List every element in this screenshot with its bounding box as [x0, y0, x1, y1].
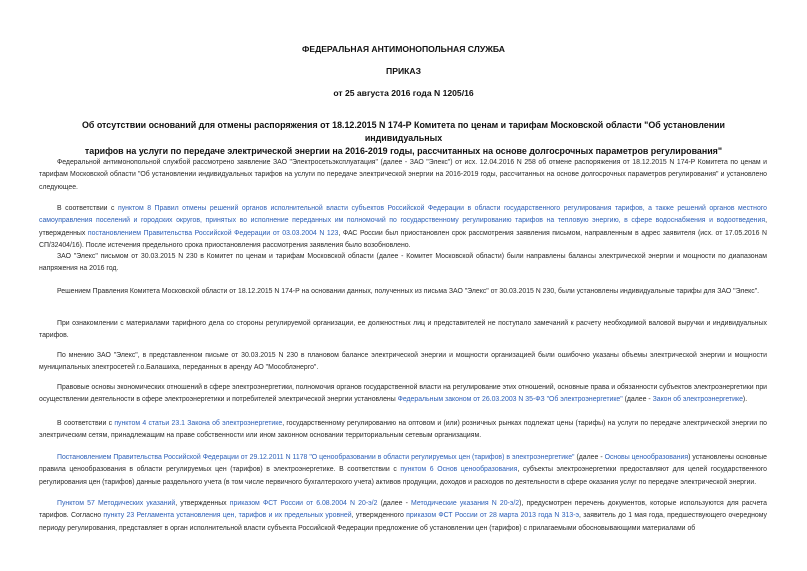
- paragraph-text: ), предусмотрен перечень документов, которые используются для расчета тарифов. Согласно: [39, 500, 767, 520]
- paragraph-text: Правовые основы экономических отношений в сфере электроэнергетики, полномочия органов государственной власти на регулирование этих отношений, основные права и обязанности субъектов электроэнергетики при осуществлении деятельности в сфере электроэнергетики и потребителей электрической энергии установлены: [39, 384, 767, 404]
- paragraph-7: [39, 382, 767, 407]
- doc-type: ПРИКАЗ: [386, 66, 421, 76]
- link-fst-order-20[interactable]: приказом ФСТ России от 6.08.2004 N 20-э/2: [229, 500, 378, 507]
- paragraph-1: [39, 157, 767, 194]
- doc-title-line-2: тарифов на услуги по передаче электрической энергии на 2016-2019 годы, рассчитанных на основе долгосрочных параметров регулирования": [84, 146, 723, 156]
- paragraph-text: ЗАО "Элекс" письмом от 30.03.2015 N 230 в Комитет по ценам и тарифам Московской области (далее - Комитет Московской области) были направлены балансы электрической энергии и мощности по диапазонам напряжения на 2016 год.: [39, 253, 767, 273]
- paragraph-text: (далее -: [574, 454, 605, 461]
- paragraph-text: Федеральной антимонопольной службой рассмотрено заявление ЗАО "Электросетьэксплуатация" (далее - ЗАО "Элекс") от исх. 12.04.2016 N 258 об отмене распоряжения от 18.12.2015 N 174-Р Комитета по ценам и тарифам Московской области "Об установлении индивидуальных тарифов на услуги по передаче электрической энергии на 2016-2019 годы, рассчитанных на основе долгосрочных параметров регулирования" и установлено следующее.: [39, 159, 767, 191]
- paragraph-text: , утвержденных: [39, 217, 767, 237]
- paragraph-text: ).: [742, 396, 748, 404]
- link-regulation-p23[interactable]: пункту 23 Регламента установления цен, тарифов и их предельных уровней: [103, 512, 352, 520]
- paragraph-text: , заявитель до 1 мая года, предшествующего очередному периоду регулирования, представляет в орган исполнительной власти субъекта Российской Федерации предложение об установлении цен (тарифов) с прилагаемыми обосновывающими материалами об: [39, 512, 767, 532]
- link-guidelines-20[interactable]: Методические указания N 20-э/2: [411, 500, 520, 507]
- paragraph-9: [39, 452, 767, 489]
- doc-date-number: от 25 августа 2016 года N 1205/16: [333, 88, 474, 98]
- link-article-23-1[interactable]: пунктом 4 статьи 23.1 Закона об электроэнергетике: [114, 420, 283, 427]
- paragraph-3: [39, 251, 767, 276]
- doc-title-line-1: Об отсутствии оснований для отмены распоряжения от 18.12.2015 N 174-Р Комитета по ценам и тарифам Московской области "Об установлении индивидуальных: [81, 120, 725, 143]
- paragraph-text: , субъекты электроэнергетики предоставляют для целей государственного регулирования цен (тарифов) данные раздельного учета (в том числе первичного бухгалтерского учета) активов продукции, доходов и расходов по деятельности в сфере оказания услуг по передаче электрической энергии.: [39, 466, 767, 486]
- paragraph-10: [39, 498, 767, 535]
- paragraph-text: В соответствии с: [57, 420, 115, 427]
- paragraph-6: [39, 350, 767, 375]
- paragraph-4: [39, 286, 767, 298]
- link-guidelines-p57[interactable]: Пунктом 57 Методических указаний: [57, 500, 176, 507]
- paragraph-8: [39, 418, 767, 443]
- paragraph-text: , утвержденного: [351, 512, 407, 520]
- paragraph-text: (далее -: [377, 500, 412, 507]
- link-electricity-law[interactable]: Закон об электроэнергетике: [652, 396, 743, 404]
- paragraph-text: В соответствии с: [57, 205, 118, 212]
- paragraph-5: [39, 318, 767, 343]
- paragraph-2: [39, 203, 767, 253]
- paragraph-text: При ознакомлении с материалами тарифного дела со стороны регулируемой организации, ее должностных лиц и представителей не поступало замечаний к расчету необходимой валовой выручки и индивидуальных тарифов.: [39, 320, 767, 340]
- paragraph-text: , государственному регулированию на оптовом и (или) розничных рынках подлежат цены (тарифы) на услуги по передаче электрической энергии по электрическим сетям, принадлежащим на праве собственности или ином законном основании территориальным сетевым организациям.: [39, 420, 767, 440]
- link-rules-p8[interactable]: пунктом 8 Правил отмены решений органов исполнительной власти субъектов Российской Федерации в области государственного регулирования тарифов, а также решений органов местного самоуправления поселений и городских округов, принятых во исполнение переданных им полномочий по государственному регулированию тарифов на тепловую энергию, в сфере водоснабжения и водоотведения: [39, 205, 768, 225]
- link-government-decree-123[interactable]: постановлением Правительства Российской Федерации от 03.03.2004 N 123: [87, 229, 339, 237]
- doc-title: [60, 119, 747, 158]
- paragraph-text: Решением Правления Комитета Московской области от 18.12.2015 N 174-Р на основании данных, полученных из письма ЗАО "Элекс" от 30.03.2015 N 230, были установлены индивидуальные тарифы для ЗАО "Элекс".: [57, 288, 760, 295]
- link-federal-law-35[interactable]: Федеральным законом от 26.03.2003 N 35-ФЗ "Об электроэнергетике": [397, 396, 623, 404]
- link-government-decree-1178[interactable]: Постановлением Правительства Российской Федерации от 29.12.2011 N 1178 "О ценообразовании в области регулируемых цен (тарифов) в электроэнергетике": [57, 454, 575, 461]
- agency-name: ФЕДЕРАЛЬНАЯ АНТИМОНОПОЛЬНАЯ СЛУЖБА: [302, 44, 505, 54]
- link-fst-order-313[interactable]: приказом ФСТ России от 28 марта 2013 года N 313-э: [406, 512, 580, 520]
- paragraph-text: , утвержденных: [175, 500, 230, 507]
- paragraph-text: , ФАС России был приостановлен срок рассмотрения заявления письмом, направленным в адрес заявителя (исх. от 17.05.2016 N СП/32404/16). После истечения предельного срока приостановления рассмотрения заявления было возобновлено.: [39, 229, 767, 250]
- link-pricing-basics[interactable]: Основы ценообразования: [604, 454, 689, 461]
- link-pricing-basics-p6[interactable]: пунктом 6 Основ ценообразования: [400, 466, 518, 474]
- paragraph-text: ) установлены основные правила ценообразования в области регулируемых цен (тарифов) в электроэнергетике. В соответствии с: [39, 454, 768, 474]
- paragraph-text: По мнению ЗАО "Элекс", в представленном письме от 30.03.2015 N 230 в плановом балансе электрической энергии и мощности организацией были ошибочно указаны объемы электрической энергии и мощности муниципальных электросетей г.о.Балашиха, переданных в аренду АО "Мособлэнерго".: [39, 352, 767, 372]
- paragraph-text: (далее -: [622, 396, 653, 404]
